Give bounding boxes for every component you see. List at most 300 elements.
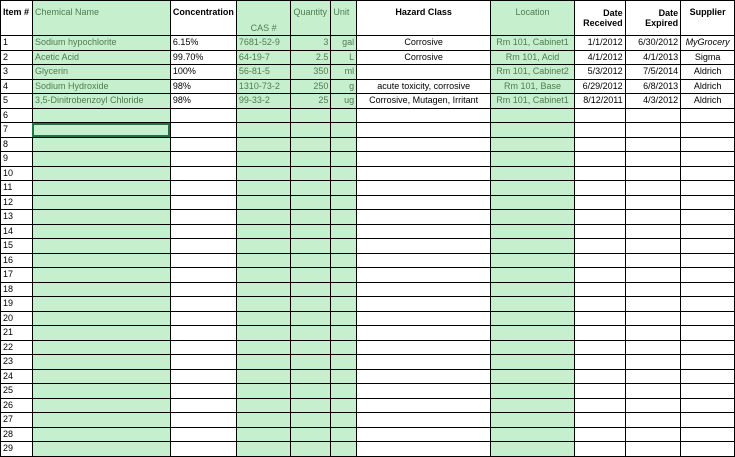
cell-date-received[interactable] (574, 282, 625, 297)
cell-chemical-name[interactable]: Glycerin (32, 65, 170, 80)
cell-hazard-class[interactable] (357, 326, 491, 341)
cell-quantity[interactable]: 25 (291, 94, 331, 109)
cell-cas[interactable] (236, 224, 291, 239)
cell-chemical-name[interactable] (32, 123, 170, 138)
cell-quantity[interactable] (291, 224, 331, 239)
cell-item[interactable]: 20 (1, 311, 33, 326)
header-location[interactable]: Location (491, 1, 575, 36)
cell-date-expired[interactable] (625, 398, 681, 413)
cell-supplier[interactable] (681, 268, 735, 283)
cell-hazard-class[interactable] (357, 224, 491, 239)
cell-quantity[interactable]: 2.5 (291, 50, 331, 65)
cell-unit[interactable] (331, 166, 357, 181)
cell-chemical-name[interactable] (32, 210, 170, 225)
cell-item[interactable]: 5 (1, 94, 33, 109)
cell-location[interactable] (491, 239, 575, 254)
cell-unit[interactable] (331, 152, 357, 167)
cell-quantity[interactable] (291, 427, 331, 442)
cell-item[interactable]: 24 (1, 369, 33, 384)
cell-item[interactable]: 29 (1, 442, 33, 457)
cell-chemical-name[interactable] (32, 326, 170, 341)
cell-quantity[interactable] (291, 108, 331, 123)
cell-quantity[interactable] (291, 384, 331, 399)
cell-date-expired[interactable] (625, 384, 681, 399)
cell-quantity[interactable] (291, 413, 331, 428)
cell-supplier[interactable] (681, 108, 735, 123)
cell-unit[interactable] (331, 108, 357, 123)
cell-date-expired[interactable] (625, 224, 681, 239)
cell-date-expired[interactable] (625, 340, 681, 355)
cell-quantity[interactable] (291, 123, 331, 138)
cell-date-received[interactable] (574, 239, 625, 254)
cell-date-received[interactable] (574, 123, 625, 138)
cell-location[interactable] (491, 340, 575, 355)
cell-item[interactable]: 22 (1, 340, 33, 355)
cell-chemical-name[interactable] (32, 268, 170, 283)
cell-quantity[interactable] (291, 210, 331, 225)
cell-date-received[interactable] (574, 442, 625, 457)
cell-date-received[interactable]: 5/3/2012 (574, 65, 625, 80)
cell-unit[interactable] (331, 355, 357, 370)
cell-unit[interactable] (331, 195, 357, 210)
cell-cas[interactable] (236, 195, 291, 210)
cell-hazard-class[interactable]: Corrosive (357, 50, 491, 65)
cell-hazard-class[interactable]: acute toxicity, corrosive (357, 79, 491, 94)
cell-hazard-class[interactable] (357, 398, 491, 413)
cell-date-received[interactable] (574, 137, 625, 152)
cell-item[interactable]: 8 (1, 137, 33, 152)
cell-item[interactable]: 28 (1, 427, 33, 442)
cell-item[interactable]: 4 (1, 79, 33, 94)
cell-quantity[interactable] (291, 195, 331, 210)
cell-date-received[interactable] (574, 253, 625, 268)
cell-supplier[interactable] (681, 224, 735, 239)
cell-unit[interactable] (331, 340, 357, 355)
cell-chemical-name[interactable] (32, 108, 170, 123)
cell-hazard-class[interactable] (357, 137, 491, 152)
cell-quantity[interactable] (291, 326, 331, 341)
cell-cas[interactable] (236, 166, 291, 181)
cell-cas[interactable] (236, 384, 291, 399)
cell-chemical-name[interactable] (32, 195, 170, 210)
cell-concentration[interactable] (170, 297, 236, 312)
cell-concentration[interactable] (170, 268, 236, 283)
cell-quantity[interactable] (291, 239, 331, 254)
cell-location[interactable] (491, 253, 575, 268)
cell-date-received[interactable]: 6/29/2012 (574, 79, 625, 94)
cell-chemical-name[interactable] (32, 427, 170, 442)
cell-supplier[interactable] (681, 166, 735, 181)
cell-concentration[interactable] (170, 340, 236, 355)
cell-supplier[interactable] (681, 297, 735, 312)
cell-supplier[interactable] (681, 152, 735, 167)
cell-cas[interactable] (236, 398, 291, 413)
cell-chemical-name[interactable] (32, 340, 170, 355)
cell-item[interactable]: 19 (1, 297, 33, 312)
cell-supplier[interactable]: Aldrich (681, 79, 735, 94)
cell-hazard-class[interactable] (357, 413, 491, 428)
cell-supplier[interactable] (681, 195, 735, 210)
cell-date-received[interactable] (574, 268, 625, 283)
cell-item[interactable]: 3 (1, 65, 33, 80)
cell-concentration[interactable] (170, 210, 236, 225)
cell-unit[interactable] (331, 384, 357, 399)
cell-location[interactable] (491, 123, 575, 138)
cell-date-received[interactable]: 8/12/2011 (574, 94, 625, 109)
cell-date-expired[interactable] (625, 355, 681, 370)
cell-unit[interactable] (331, 427, 357, 442)
cell-supplier[interactable] (681, 340, 735, 355)
cell-concentration[interactable] (170, 355, 236, 370)
cell-concentration[interactable] (170, 195, 236, 210)
header-concentration[interactable]: Concentration (170, 1, 236, 36)
cell-date-expired[interactable] (625, 123, 681, 138)
cell-date-received[interactable] (574, 108, 625, 123)
cell-quantity[interactable] (291, 268, 331, 283)
cell-location[interactable] (491, 137, 575, 152)
cell-supplier[interactable] (681, 427, 735, 442)
cell-supplier[interactable] (681, 413, 735, 428)
cell-quantity[interactable] (291, 355, 331, 370)
cell-cas[interactable] (236, 137, 291, 152)
cell-date-expired[interactable] (625, 108, 681, 123)
cell-date-expired[interactable] (625, 369, 681, 384)
cell-quantity[interactable] (291, 137, 331, 152)
cell-cas[interactable] (236, 210, 291, 225)
cell-date-received[interactable] (574, 384, 625, 399)
cell-date-received[interactable]: 1/1/2012 (574, 36, 625, 51)
cell-chemical-name[interactable] (32, 181, 170, 196)
cell-concentration[interactable] (170, 384, 236, 399)
cell-hazard-class[interactable] (357, 123, 491, 138)
cell-unit[interactable] (331, 311, 357, 326)
cell-date-expired[interactable] (625, 195, 681, 210)
cell-date-expired[interactable]: 6/30/2012 (625, 36, 681, 51)
cell-cas[interactable] (236, 413, 291, 428)
cell-item[interactable]: 16 (1, 253, 33, 268)
cell-quantity[interactable]: 250 (291, 79, 331, 94)
cell-concentration[interactable] (170, 326, 236, 341)
cell-concentration[interactable] (170, 369, 236, 384)
header-supplier[interactable]: Supplier (681, 1, 735, 36)
cell-date-expired[interactable] (625, 311, 681, 326)
header-date-received[interactable] (574, 1, 625, 36)
cell-supplier[interactable] (681, 369, 735, 384)
cell-concentration[interactable] (170, 224, 236, 239)
cell-cas[interactable] (236, 123, 291, 138)
cell-concentration[interactable] (170, 166, 236, 181)
cell-supplier[interactable]: MyGrocery (681, 36, 735, 51)
cell-item[interactable]: 26 (1, 398, 33, 413)
cell-chemical-name[interactable]: Acetic Acid (32, 50, 170, 65)
cell-hazard-class[interactable] (357, 108, 491, 123)
cell-item[interactable]: 11 (1, 181, 33, 196)
cell-chemical-name[interactable] (32, 355, 170, 370)
cell-hazard-class[interactable] (357, 65, 491, 80)
cell-location[interactable]: Rm 101, Cabinet1 (491, 94, 575, 109)
cell-location[interactable]: Rm 101, Cabinet2 (491, 65, 575, 80)
cell-concentration[interactable] (170, 282, 236, 297)
cell-chemical-name[interactable] (32, 152, 170, 167)
cell-unit[interactable] (331, 442, 357, 457)
cell-hazard-class[interactable] (357, 311, 491, 326)
cell-unit[interactable] (331, 239, 357, 254)
cell-supplier[interactable] (681, 137, 735, 152)
cell-date-expired[interactable] (625, 297, 681, 312)
cell-item[interactable]: 27 (1, 413, 33, 428)
cell-date-expired[interactable] (625, 166, 681, 181)
cell-concentration[interactable] (170, 253, 236, 268)
cell-supplier[interactable] (681, 282, 735, 297)
cell-date-received[interactable] (574, 152, 625, 167)
cell-location[interactable] (491, 152, 575, 167)
cell-item[interactable]: 23 (1, 355, 33, 370)
cell-concentration[interactable]: 100% (170, 65, 236, 80)
cell-chemical-name[interactable] (32, 311, 170, 326)
cell-location[interactable] (491, 108, 575, 123)
header-unit[interactable]: Unit (331, 1, 357, 36)
cell-supplier[interactable] (681, 239, 735, 254)
cell-hazard-class[interactable] (357, 297, 491, 312)
cell-concentration[interactable] (170, 311, 236, 326)
cell-unit[interactable]: ug (331, 94, 357, 109)
cell-date-received[interactable] (574, 398, 625, 413)
cell-item[interactable]: 2 (1, 50, 33, 65)
cell-quantity[interactable] (291, 369, 331, 384)
cell-date-received[interactable] (574, 224, 625, 239)
cell-hazard-class[interactable] (357, 268, 491, 283)
cell-date-expired[interactable] (625, 181, 681, 196)
cell-location[interactable] (491, 326, 575, 341)
cell-location[interactable] (491, 210, 575, 225)
cell-date-received[interactable] (574, 355, 625, 370)
cell-chemical-name[interactable] (32, 282, 170, 297)
cell-date-expired[interactable] (625, 210, 681, 225)
cell-location[interactable] (491, 282, 575, 297)
cell-date-received[interactable] (574, 181, 625, 196)
cell-date-received[interactable] (574, 326, 625, 341)
cell-date-received[interactable] (574, 369, 625, 384)
cell-item[interactable]: 6 (1, 108, 33, 123)
cell-concentration[interactable] (170, 413, 236, 428)
cell-cas[interactable] (236, 253, 291, 268)
cell-chemical-name[interactable]: Sodium hypochlorite (32, 36, 170, 51)
cell-date-expired[interactable]: 6/8/2013 (625, 79, 681, 94)
cell-item[interactable]: 10 (1, 166, 33, 181)
cell-item[interactable]: 12 (1, 195, 33, 210)
cell-concentration[interactable] (170, 152, 236, 167)
cell-supplier[interactable] (681, 311, 735, 326)
cell-quantity[interactable] (291, 253, 331, 268)
cell-chemical-name[interactable] (32, 442, 170, 457)
cell-unit[interactable] (331, 398, 357, 413)
header-hazard-class[interactable]: Hazard Class (357, 1, 491, 36)
cell-unit[interactable] (331, 326, 357, 341)
cell-quantity[interactable] (291, 398, 331, 413)
cell-cas[interactable]: 64-19-7 (236, 50, 291, 65)
cell-cas[interactable] (236, 239, 291, 254)
cell-unit[interactable]: gal (331, 36, 357, 51)
cell-unit[interactable] (331, 413, 357, 428)
header-quantity[interactable]: Quantity (291, 1, 331, 36)
cell-hazard-class[interactable] (357, 239, 491, 254)
cell-chemical-name[interactable]: Sodium Hydroxide (32, 79, 170, 94)
cell-date-expired[interactable]: 7/5/2014 (625, 65, 681, 80)
cell-date-expired[interactable] (625, 137, 681, 152)
cell-supplier[interactable] (681, 398, 735, 413)
cell-item[interactable]: 18 (1, 282, 33, 297)
cell-quantity[interactable] (291, 340, 331, 355)
cell-cas[interactable]: 7681-52-9 (236, 36, 291, 51)
cell-cas[interactable] (236, 297, 291, 312)
cell-date-expired[interactable] (625, 413, 681, 428)
cell-unit[interactable] (331, 297, 357, 312)
cell-cas[interactable] (236, 427, 291, 442)
header-cas[interactable]: CAS # (236, 1, 291, 36)
cell-chemical-name[interactable] (32, 224, 170, 239)
cell-cas[interactable] (236, 355, 291, 370)
cell-date-expired[interactable] (625, 427, 681, 442)
cell-concentration[interactable] (170, 108, 236, 123)
cell-date-expired[interactable] (625, 239, 681, 254)
cell-supplier[interactable] (681, 253, 735, 268)
cell-quantity[interactable] (291, 311, 331, 326)
cell-date-received[interactable] (574, 166, 625, 181)
cell-date-received[interactable] (574, 340, 625, 355)
cell-hazard-class[interactable] (357, 355, 491, 370)
cell-hazard-class[interactable] (357, 384, 491, 399)
cell-date-expired[interactable] (625, 152, 681, 167)
cell-location[interactable] (491, 427, 575, 442)
cell-date-received[interactable] (574, 413, 625, 428)
cell-chemical-name[interactable] (32, 398, 170, 413)
cell-item[interactable]: 14 (1, 224, 33, 239)
cell-location[interactable] (491, 311, 575, 326)
cell-supplier[interactable]: Sigma (681, 50, 735, 65)
cell-cas[interactable]: 1310-73-2 (236, 79, 291, 94)
cell-date-expired[interactable]: 4/3/2012 (625, 94, 681, 109)
cell-item[interactable]: 1 (1, 36, 33, 51)
cell-location[interactable] (491, 413, 575, 428)
cell-supplier[interactable] (681, 442, 735, 457)
cell-supplier[interactable] (681, 355, 735, 370)
cell-quantity[interactable] (291, 166, 331, 181)
header-date-expired[interactable] (625, 1, 681, 36)
cell-hazard-class[interactable] (357, 442, 491, 457)
cell-item[interactable]: 21 (1, 326, 33, 341)
cell-cas[interactable] (236, 340, 291, 355)
cell-cas[interactable] (236, 152, 291, 167)
cell-cas[interactable] (236, 442, 291, 457)
cell-date-expired[interactable] (625, 282, 681, 297)
cell-location[interactable] (491, 384, 575, 399)
cell-unit[interactable]: g (331, 79, 357, 94)
cell-cas[interactable] (236, 181, 291, 196)
cell-date-received[interactable]: 4/1/2012 (574, 50, 625, 65)
cell-date-expired[interactable]: 4/1/2013 (625, 50, 681, 65)
cell-unit[interactable] (331, 282, 357, 297)
cell-concentration[interactable]: 99.70% (170, 50, 236, 65)
cell-chemical-name[interactable] (32, 297, 170, 312)
cell-unit[interactable]: L (331, 50, 357, 65)
cell-location[interactable]: Rm 101, Cabinet1 (491, 36, 575, 51)
cell-unit[interactable] (331, 123, 357, 138)
cell-location[interactable] (491, 355, 575, 370)
cell-quantity[interactable] (291, 442, 331, 457)
cell-cas[interactable] (236, 282, 291, 297)
cell-cas[interactable]: 56-81-5 (236, 65, 291, 80)
cell-unit[interactable] (331, 268, 357, 283)
cell-quantity[interactable]: 3 (291, 36, 331, 51)
cell-chemical-name[interactable] (32, 239, 170, 254)
cell-supplier[interactable]: Aldrich (681, 94, 735, 109)
cell-hazard-class[interactable] (357, 166, 491, 181)
cell-location[interactable] (491, 297, 575, 312)
cell-cas[interactable] (236, 268, 291, 283)
cell-concentration[interactable] (170, 123, 236, 138)
cell-location[interactable] (491, 224, 575, 239)
header-chemical-name[interactable]: Chemical Name (32, 1, 170, 36)
cell-concentration[interactable] (170, 137, 236, 152)
cell-concentration[interactable]: 98% (170, 94, 236, 109)
cell-date-received[interactable] (574, 427, 625, 442)
cell-supplier[interactable] (681, 181, 735, 196)
cell-quantity[interactable] (291, 152, 331, 167)
cell-hazard-class[interactable] (357, 181, 491, 196)
cell-chemical-name[interactable]: 3,5-Dinitrobenzoyl Chloride (32, 94, 170, 109)
cell-item[interactable]: 15 (1, 239, 33, 254)
cell-unit[interactable] (331, 137, 357, 152)
cell-concentration[interactable] (170, 398, 236, 413)
cell-item[interactable]: 25 (1, 384, 33, 399)
cell-chemical-name[interactable] (32, 253, 170, 268)
cell-location[interactable] (491, 268, 575, 283)
cell-hazard-class[interactable] (357, 427, 491, 442)
cell-hazard-class[interactable] (357, 195, 491, 210)
cell-location[interactable] (491, 166, 575, 181)
cell-date-received[interactable] (574, 297, 625, 312)
cell-date-received[interactable] (574, 311, 625, 326)
cell-cas[interactable] (236, 369, 291, 384)
cell-unit[interactable] (331, 224, 357, 239)
cell-concentration[interactable] (170, 427, 236, 442)
cell-location[interactable]: Rm 101, Base (491, 79, 575, 94)
cell-concentration[interactable] (170, 239, 236, 254)
cell-date-received[interactable] (574, 195, 625, 210)
cell-hazard-class[interactable]: Corrosive, Mutagen, Irritant (357, 94, 491, 109)
cell-hazard-class[interactable] (357, 282, 491, 297)
cell-cas[interactable] (236, 326, 291, 341)
cell-item[interactable]: 13 (1, 210, 33, 225)
cell-chemical-name[interactable] (32, 137, 170, 152)
cell-hazard-class[interactable] (357, 253, 491, 268)
cell-hazard-class[interactable] (357, 340, 491, 355)
cell-item[interactable]: 9 (1, 152, 33, 167)
cell-supplier[interactable] (681, 384, 735, 399)
cell-hazard-class[interactable] (357, 369, 491, 384)
cell-item[interactable]: 7 (1, 123, 33, 138)
cell-location[interactable]: Rm 101, Acid (491, 50, 575, 65)
cell-concentration[interactable] (170, 181, 236, 196)
cell-unit[interactable] (331, 181, 357, 196)
cell-unit[interactable]: ml (331, 65, 357, 80)
cell-chemical-name[interactable] (32, 369, 170, 384)
cell-cas[interactable]: 99-33-2 (236, 94, 291, 109)
cell-chemical-name[interactable] (32, 413, 170, 428)
cell-quantity[interactable] (291, 181, 331, 196)
cell-chemical-name[interactable] (32, 166, 170, 181)
cell-unit[interactable] (331, 210, 357, 225)
